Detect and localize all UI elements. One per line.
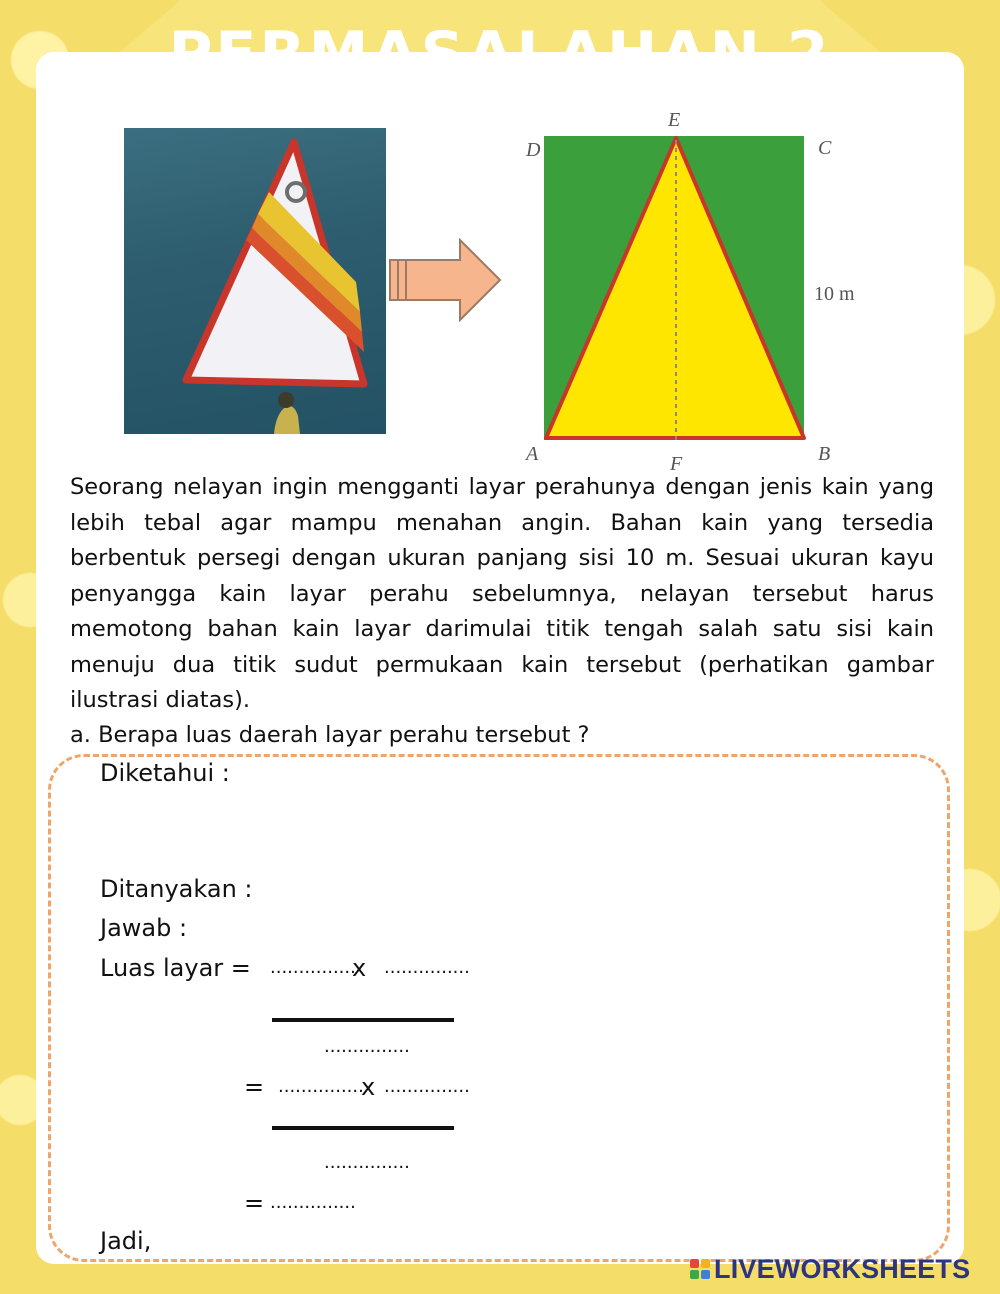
times-sign-2: x [361,1073,376,1101]
blank-3[interactable]: ............... [324,1036,410,1057]
problem-paragraph: Seorang nelayan ingin mengganti layar perahunya dengan jenis kain yang lebih tebal agar mampu menahan angin. Bahan kain yang tersedia berbentuk persegi dengan ukuran panjang sisi 10 m. Sesuai ukuran kayu penyangga kain layar perahu sebelumnya, nelayan tersebut harus memotong bahan kain layar darimulai titik tengah salah satu sisi kain menuju dua titik sudut permukaan kain tersebut (perhatikan gambar ilustrasi diatas). [70,474,934,713]
times-sign-1: x [352,954,367,982]
equals-sign-1: = [244,1073,265,1101]
answer-box [48,754,950,1262]
label-b: B [818,443,831,465]
label-e: E [668,109,681,131]
blank-2[interactable]: ............... [384,957,470,978]
square-triangle-diagram [518,104,878,474]
sailboat-photo [124,128,386,434]
asked-label: Ditanyakan : [100,875,253,903]
answer-label: Jawab : [100,914,188,942]
blank-4[interactable]: ............... [278,1076,364,1097]
liveworksheets-brand: LIVEWORKSHEETS [714,1253,971,1284]
label-c: C [818,137,832,159]
liveworksheets-logo-icon [690,1259,710,1279]
area-label: Luas layar = [100,954,251,982]
liveworksheets-logo[interactable] [690,1252,970,1286]
label-side-length: 10 m [814,283,855,305]
blank-7[interactable]: ............... [270,1192,356,1213]
label-f: F [670,453,683,474]
arrow-right-icon [388,238,504,322]
question-a: a. Berapa luas daerah layar perahu tersebut ? [70,722,590,748]
blank-5[interactable]: ............... [384,1076,470,1097]
conclusion-label: Jadi, [100,1227,152,1255]
label-a: A [526,443,539,465]
blank-1[interactable]: ............... [270,957,356,978]
blank-6[interactable]: ............... [324,1152,410,1173]
equals-sign-2: = [244,1189,265,1217]
fraction-line-2 [272,1126,454,1130]
known-label: Diketahui : [100,759,230,787]
label-d: D [526,139,541,161]
fraction-line-1 [272,1018,454,1022]
